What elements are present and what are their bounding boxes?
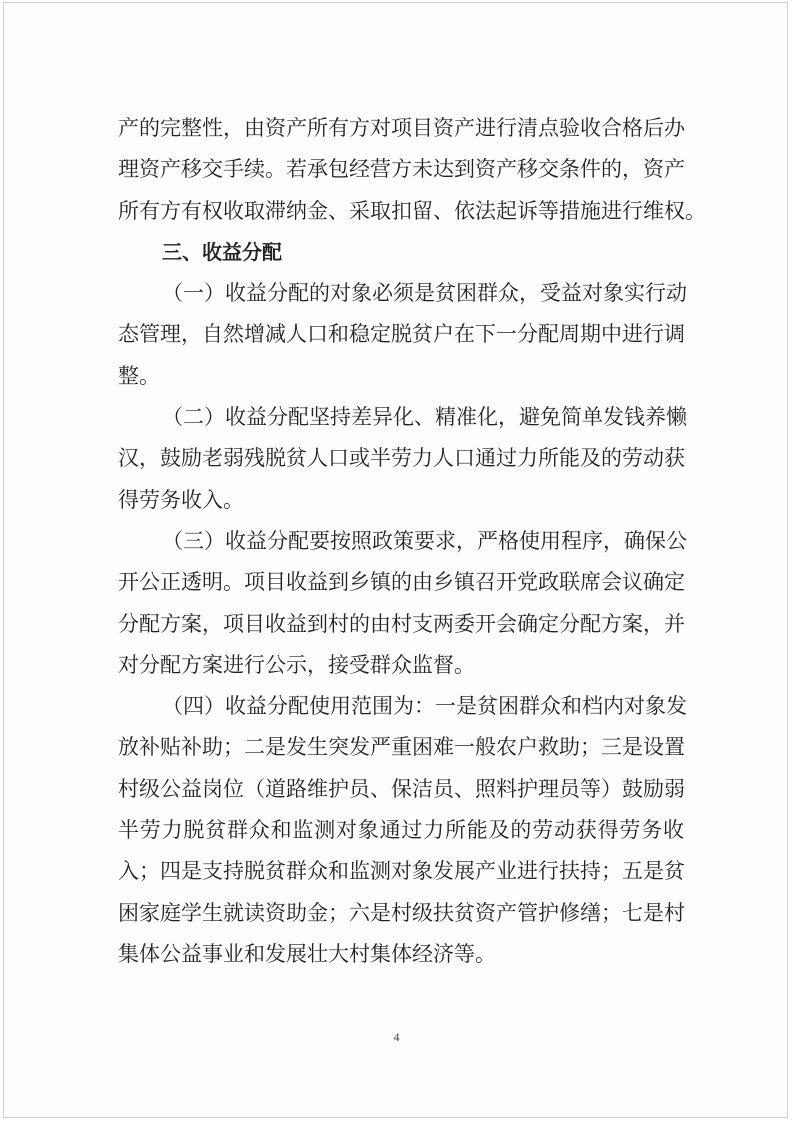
paragraph-asset-line-2: 理资产移交手续。若承包经营方未达到资产移交条件的，资产 — [118, 157, 685, 182]
paragraph-4-line-2: 放补贴补助；二是发生突发严重困难一般农户救助；三是设置 — [118, 735, 685, 760]
paragraph-4-line-7: 集体公益事业和发展壮大村集体经济等。 — [118, 941, 496, 966]
page-number: 4 — [393, 1030, 400, 1044]
paragraph-4-line-1: （四）收益分配使用范围为：一是贫困群众和档内对象发 — [162, 694, 687, 719]
paragraph-asset-line-1: 产的完整性，由资产所有方对项目资产进行清点验收合格后办 — [118, 116, 685, 140]
paragraph-4-line-5: 入；四是支持脱贫群众和监测对象发展产业进行扶持；五是贫 — [118, 859, 685, 884]
paragraph-2-line-2: 汉，鼓励老弱残脱贫人口或半劳力人口通过力所能及的劳动获 — [118, 446, 685, 471]
paragraph-3-line-2: 开公正透明。项目收益到乡镇的由乡镇召开党政联席会议确定 — [118, 570, 685, 595]
paragraph-asset-line-3: 所有方有权收取滞纳金、采取扣留、依法起诉等措施进行维权。 — [118, 198, 706, 223]
paragraph-3-line-1: （三）收益分配要按照政策要求，严格使用程序，确保公 — [162, 528, 687, 553]
paragraph-4-line-3: 村级公益岗位（道路维护员、保洁员、照料护理员等）鼓励弱 — [118, 776, 685, 801]
paragraph-1-line-2: 态管理，自然增减人口和稳定脱贫户在下一分配周期中进行调 — [118, 322, 685, 347]
paragraph-2-line-1: （二）收益分配坚持差异化、精准化，避免简单发钱养懒 — [162, 405, 687, 430]
paragraph-1-line-3: 整。 — [118, 363, 160, 388]
section-heading-revenue-distribution: 三、收益分配 — [162, 239, 282, 264]
paragraph-3-line-3: 分配方案，项目收益到村的由村支两委开会确定分配方案，并 — [118, 611, 685, 636]
paragraph-3-line-4: 对分配方案进行公示，接受群众监督。 — [118, 652, 475, 677]
paragraph-4-line-4: 半劳力脱贫群众和监测对象通过力所能及的劳动获得劳务收 — [118, 818, 684, 843]
body-text — [118, 108, 706, 975]
paragraph-4-line-6: 困家庭学生就读资助金；六是村级扶贫资产管护修缮；七是村 — [118, 900, 685, 925]
paragraph-1-line-1: （一）收益分配的对象必须是贫困群众，受益对象实行动 — [162, 281, 687, 306]
paragraph-2-line-3: 得劳务收入。 — [118, 487, 244, 512]
